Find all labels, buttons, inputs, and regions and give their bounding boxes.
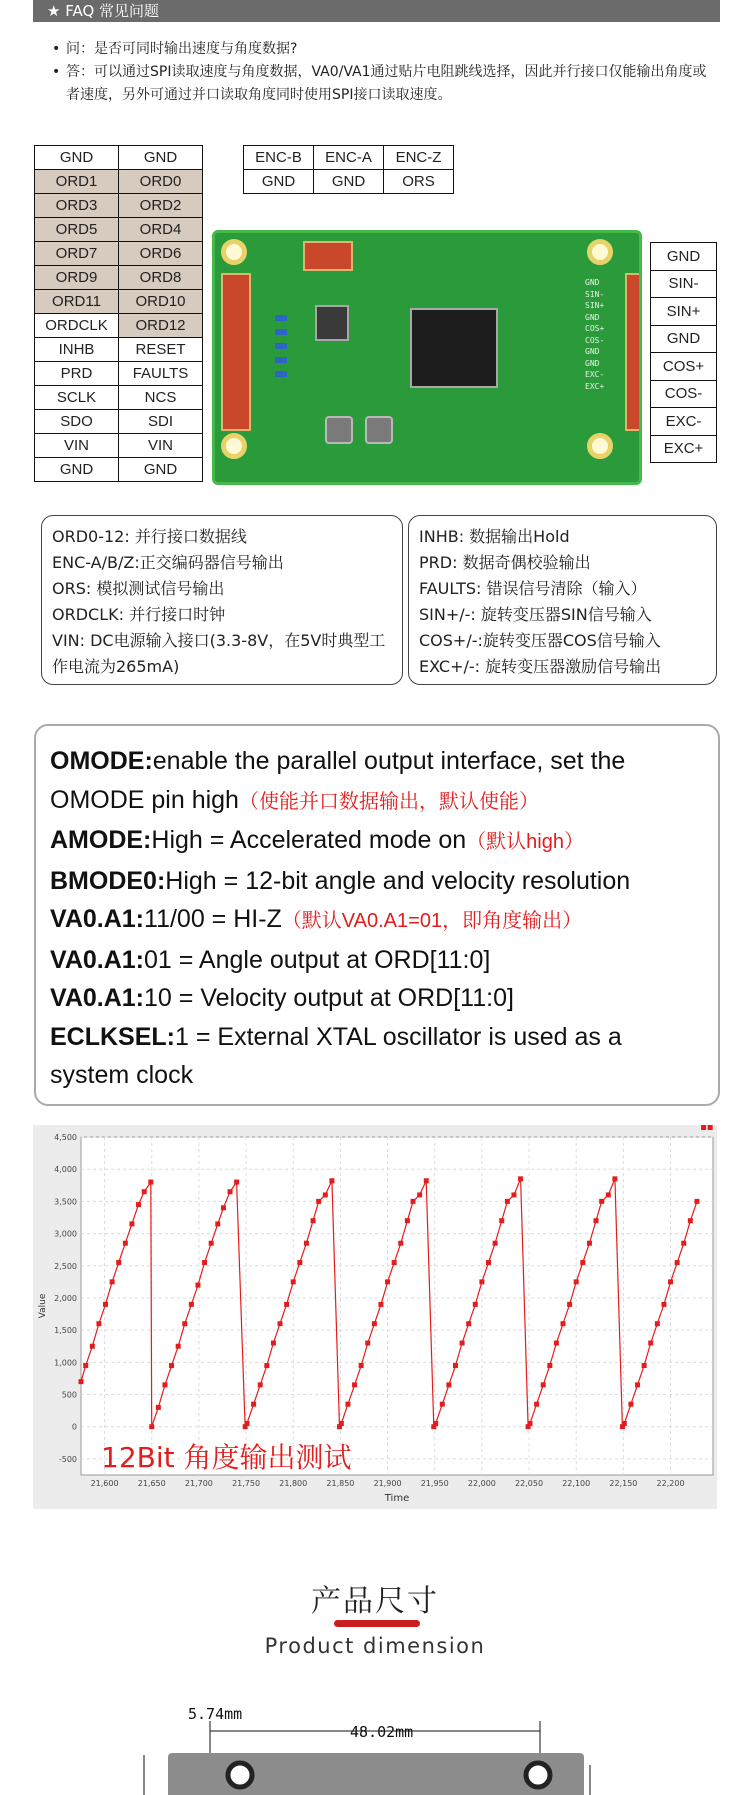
pin-header-left [221, 273, 251, 431]
data-point [234, 1180, 239, 1185]
pin-row [35, 314, 203, 338]
data-point [90, 1344, 95, 1349]
resolver-chip [410, 308, 498, 388]
faq-answer: • 答：可以通过SPI读取速度与角度数据，VA0/VA1通过贴片电阻跳线选择，因此并行接口仅能输出角度或者速度，另外可通过并口读取角度同时使用SPI接口读取速度。 [52, 61, 712, 107]
pin-cell: ORD5 [35, 218, 119, 242]
angle-output-chart [33, 1125, 717, 1509]
data-point [694, 1199, 699, 1204]
data-point [473, 1302, 478, 1307]
data-point [567, 1302, 572, 1307]
pin-cell: EXC- [651, 408, 717, 436]
data-point [123, 1241, 128, 1246]
data-point [424, 1178, 429, 1183]
data-point [554, 1341, 559, 1346]
pin-cell: GND [651, 325, 717, 353]
x-tick-label: 21,950 [420, 1479, 449, 1488]
data-point [446, 1382, 451, 1387]
y-tick-label: 4,500 [54, 1133, 77, 1142]
data-point [278, 1321, 283, 1326]
y-axis-label: Value [38, 1293, 48, 1319]
pin-cell: ORD3 [35, 194, 119, 218]
data-point [79, 1379, 84, 1384]
data-point [129, 1221, 134, 1226]
data-point [189, 1302, 194, 1307]
data-point [505, 1199, 510, 1204]
data-point [271, 1341, 276, 1346]
pin-cell: EXC+ [651, 435, 717, 463]
pin-cell: COS- [651, 380, 717, 408]
x-tick-label: 21,750 [232, 1479, 261, 1488]
data-point [251, 1402, 256, 1407]
pin-row [35, 194, 203, 218]
signal-description-left [41, 515, 403, 685]
data-point [405, 1218, 410, 1223]
data-point [453, 1363, 458, 1368]
data-point [352, 1382, 357, 1387]
x-axis-label: Time [384, 1493, 410, 1504]
data-point [580, 1260, 585, 1265]
pin-cell: ORD10 [119, 290, 203, 314]
x-tick-label: 22,050 [515, 1479, 544, 1488]
data-point [411, 1199, 416, 1204]
pin-cell: VIN [119, 434, 203, 458]
desc-line: COS+/-:旋转变压器COS信号输入 [419, 631, 661, 650]
data-point [493, 1241, 498, 1246]
pin-cell: ORD6 [119, 242, 203, 266]
va-line-2: VA0.A1:01 = Angle output at ORD[11:0] [50, 945, 491, 974]
data-point [433, 1421, 438, 1426]
mode-config-box [34, 724, 720, 1106]
pin-cell: FAULTS [119, 362, 203, 386]
desc-line: INHB: 数据输出Hold [419, 527, 570, 546]
resistor [275, 343, 287, 349]
data-point [304, 1241, 309, 1246]
faq-list [52, 38, 712, 107]
left-pin-table [34, 145, 203, 482]
data-point [547, 1363, 552, 1368]
x-tick-label: 21,800 [279, 1479, 308, 1488]
data-point [323, 1192, 328, 1197]
data-point [392, 1260, 397, 1265]
va-line-1: VA0.A1:11/00 = HI-Z（默认VA0.A1=01，即角度输出） [50, 905, 583, 933]
data-point [398, 1241, 403, 1246]
data-point [612, 1176, 617, 1181]
desc-line: ENC-A/B/Z:正交编码器信号输出 [52, 553, 284, 572]
pin-row [35, 434, 203, 458]
pin-cell: ORD7 [35, 242, 119, 266]
data-point [297, 1260, 302, 1265]
pin-cell: GND [119, 458, 203, 482]
x-tick-label: 21,650 [137, 1479, 166, 1488]
data-point [574, 1279, 579, 1284]
data-point [148, 1180, 153, 1185]
y-tick-label: 4,000 [54, 1165, 77, 1175]
pin-cell: COS+ [651, 353, 717, 381]
pin-header-top [303, 241, 353, 271]
pin-row [35, 410, 203, 434]
y-tick-label: 500 [61, 1390, 77, 1400]
bmode-line: BMODE0:High = 12-bit angle and velocity resolution [50, 866, 631, 895]
data-point [622, 1421, 627, 1426]
data-point [291, 1279, 296, 1284]
data-point [215, 1221, 220, 1226]
resistor [275, 329, 287, 335]
data-point [675, 1260, 680, 1265]
pin-cell: GND [119, 146, 203, 170]
data-point [688, 1218, 693, 1223]
data-point [479, 1279, 484, 1284]
y-tick-label: 2,000 [54, 1293, 77, 1303]
board-holes [130, 1705, 600, 1795]
data-point [655, 1321, 660, 1326]
pin-row [35, 170, 203, 194]
y-tick-label: 0 [71, 1422, 77, 1432]
desc-line: ORD0-12: 并行接口数据线 [52, 527, 247, 546]
data-point [701, 1125, 706, 1130]
faq-header: ★ FAQ 常见问题 [33, 0, 720, 22]
pin-cell: GND [244, 170, 314, 194]
pin-cell: SDI [119, 410, 203, 434]
pin-cell: SIN- [651, 270, 717, 298]
x-tick-label: 21,900 [373, 1479, 402, 1488]
data-point [311, 1218, 316, 1223]
pin-cell: ORDCLK [35, 314, 119, 338]
pin-cell: ORD4 [119, 218, 203, 242]
pin-cell: ORD1 [35, 170, 119, 194]
data-point [528, 1421, 533, 1426]
pin-row [35, 458, 203, 482]
data-point [486, 1260, 491, 1265]
pin-row [35, 266, 203, 290]
data-point [648, 1341, 653, 1346]
data-point [499, 1218, 504, 1223]
title-underline [334, 1620, 420, 1627]
pin-row [35, 362, 203, 386]
desc-line: ORS: 模拟测试信号输出 [52, 579, 225, 598]
desc-line: FAULTS: 错误信号清除（输入） [419, 579, 647, 598]
data-point [156, 1405, 161, 1410]
va-line-3: VA0.A1:10 = Velocity output at ORD[11:0] [50, 984, 514, 1012]
pin-cell: GND [314, 170, 384, 194]
data-point [176, 1344, 181, 1349]
data-point [103, 1302, 108, 1307]
pin-row [35, 338, 203, 362]
dimension-drawing [130, 1705, 600, 1795]
pin-cell: ENC-Z [384, 146, 454, 170]
data-point [599, 1199, 604, 1204]
data-point [149, 1424, 154, 1429]
regulator-chip [315, 305, 349, 341]
pin-row [35, 218, 203, 242]
data-point [209, 1241, 214, 1246]
faq-question: • 问：是否可同时输出速度与角度数据? [52, 38, 712, 61]
x-tick-label: 22,200 [656, 1479, 685, 1488]
x-tick-label: 21,600 [90, 1479, 119, 1488]
x-tick-label: 22,000 [467, 1479, 496, 1488]
product-dimension-title: 产品尺寸 [311, 1584, 439, 1619]
data-point [606, 1192, 611, 1197]
data-point [378, 1302, 383, 1307]
data-point [365, 1341, 370, 1346]
data-point [511, 1192, 516, 1197]
inductor [365, 416, 393, 444]
data-point [245, 1421, 250, 1426]
amode-line: AMODE:High = Accelerated mode on（默认high） [50, 826, 584, 854]
data-point [635, 1382, 640, 1387]
y-tick-label: 2,500 [54, 1261, 77, 1271]
pin-row [35, 290, 203, 314]
desc-line: SIN+/-: 旋转变压器SIN信号输入 [419, 605, 652, 624]
data-point [708, 1125, 713, 1130]
data-point [466, 1321, 471, 1326]
data-point [372, 1321, 377, 1326]
data-point [221, 1205, 226, 1210]
data-point [642, 1363, 647, 1368]
data-point [162, 1382, 167, 1387]
data-point [169, 1363, 174, 1368]
data-point [83, 1363, 88, 1368]
pin-cell: GND [651, 243, 717, 271]
data-point [359, 1363, 364, 1368]
data-point [116, 1260, 121, 1265]
data-point [228, 1189, 233, 1194]
data-point [668, 1279, 673, 1284]
product-dimension-subtitle: Product dimension [264, 1634, 486, 1658]
pin-cell: ORD2 [119, 194, 203, 218]
pin-cell: ORD9 [35, 266, 119, 290]
chart-annotation: 12Bit 角度输出测试 [101, 1441, 352, 1474]
data-point [518, 1176, 523, 1181]
data-point [110, 1279, 115, 1284]
top-pin-table [243, 145, 454, 194]
desc-line: PRD: 数据奇偶校验输出 [419, 553, 591, 572]
mounting-hole [221, 239, 247, 265]
desc-line: ORDCLK: 并行接口时钟 [52, 605, 226, 624]
x-tick-label: 21,700 [184, 1479, 213, 1488]
data-point [561, 1321, 566, 1326]
x-tick-label: 22,100 [562, 1479, 591, 1488]
pin-cell: NCS [119, 386, 203, 410]
data-point [136, 1202, 141, 1207]
data-point [339, 1421, 344, 1426]
pin-cell: ORD0 [119, 170, 203, 194]
omode-line: OMODE:enable the parallel output interface, set the OMODE pin high（使能并口数据输出，默认使能） [50, 747, 626, 814]
pcb-silkscreen-labels: GND SIN- SIN+ GND COS+ COS- GND GND EXC- EXC+ [585, 278, 605, 391]
data-point [345, 1402, 350, 1407]
chart-svg [33, 1125, 717, 1509]
resistor [275, 315, 287, 321]
pin-cell: GND [35, 146, 119, 170]
data-point [96, 1321, 101, 1326]
pin-cell: VIN [35, 434, 119, 458]
x-tick-label: 21,850 [326, 1479, 355, 1488]
pin-cell: INHB [35, 338, 119, 362]
desc-line: EXC+/-: 旋转变压器激励信号输出 [419, 657, 662, 676]
pin-row [35, 386, 203, 410]
y-tick-label: 3,500 [54, 1197, 77, 1207]
data-point [594, 1218, 599, 1223]
y-tick-label: 1,500 [54, 1326, 77, 1336]
pin-row [35, 146, 203, 170]
data-point [587, 1241, 592, 1246]
dimension-label: 5.74mm [188, 1705, 243, 1723]
pin-cell: ORS [384, 170, 454, 194]
data-point [202, 1260, 207, 1265]
pin-cell: ORD11 [35, 290, 119, 314]
right-pin-table [650, 242, 717, 463]
data-point [195, 1283, 200, 1288]
pin-cell: GND [35, 458, 119, 482]
y-tick-label: 3,000 [54, 1229, 77, 1239]
data-point [661, 1302, 666, 1307]
pin-row [35, 242, 203, 266]
pin-cell: ENC-A [314, 146, 384, 170]
pin-cell: PRD [35, 362, 119, 386]
pin-cell: RESET [119, 338, 203, 362]
mounting-hole [221, 433, 247, 459]
pin-cell: SIN+ [651, 298, 717, 326]
data-point [628, 1402, 633, 1407]
mounting-hole [587, 433, 613, 459]
data-point [258, 1382, 263, 1387]
data-point [681, 1241, 686, 1246]
data-point [440, 1402, 445, 1407]
pcb-board-image [212, 230, 642, 485]
y-tick-label: -500 [58, 1454, 77, 1464]
pin-cell: ENC-B [244, 146, 314, 170]
data-point [182, 1321, 187, 1326]
pin-cell: SCLK [35, 386, 119, 410]
x-tick-label: 22,150 [609, 1479, 638, 1488]
eclksel-line: ECLKSEL:1 = External XTAL oscillator is used as a system clock [50, 1022, 622, 1089]
inductor [325, 416, 353, 444]
pin-cell: ORD12 [119, 314, 203, 338]
data-point [264, 1363, 269, 1368]
data-point [541, 1382, 546, 1387]
dimension-label: 48.02mm [350, 1723, 414, 1741]
data-point [534, 1402, 539, 1407]
y-tick-label: 1,000 [54, 1358, 77, 1368]
pin-header-right [625, 273, 641, 431]
pin-cell: ORD8 [119, 266, 203, 290]
data-point [329, 1178, 334, 1183]
data-point [284, 1302, 289, 1307]
data-point [460, 1341, 465, 1346]
desc-line: VIN: DC电源输入接口(3.3-8V，在5V时典型工作电流为265mA) [52, 631, 386, 676]
mounting-hole [587, 239, 613, 265]
data-point [316, 1199, 321, 1204]
resistor [275, 371, 287, 377]
data-point [417, 1192, 422, 1197]
data-point [142, 1189, 147, 1194]
resistor [275, 357, 287, 363]
pin-cell: SDO [35, 410, 119, 434]
data-point [385, 1279, 390, 1284]
signal-description-right [408, 515, 717, 685]
